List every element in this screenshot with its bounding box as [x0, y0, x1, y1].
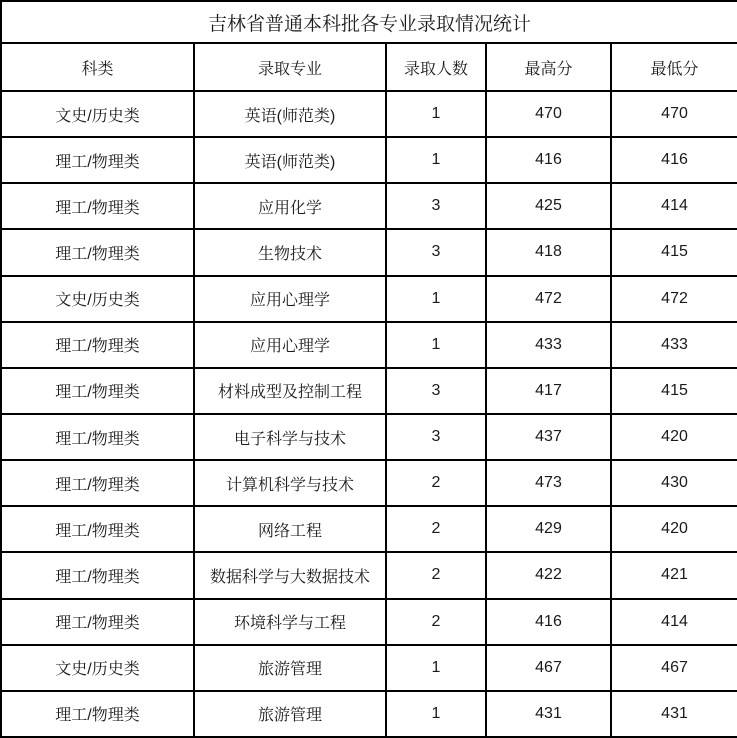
table-row	[1, 91, 737, 137]
cell-admit-count: 2	[386, 552, 486, 598]
cell-major: 网络工程	[194, 506, 386, 552]
cell-subject-type: 理工/物理类	[1, 599, 194, 645]
header-subject-type: 科类	[1, 43, 194, 91]
cell-min-score: 421	[611, 552, 737, 598]
cell-max-score: 467	[486, 645, 611, 691]
cell-min-score: 472	[611, 276, 737, 322]
table-row	[1, 183, 737, 229]
table-title: 吉林省普通本科批各专业录取情况统计	[1, 1, 737, 43]
table-header-row	[1, 43, 737, 91]
table-row	[1, 322, 737, 368]
table-row	[1, 552, 737, 598]
cell-major: 旅游管理	[194, 691, 386, 737]
table-row	[1, 137, 737, 183]
cell-major: 应用心理学	[194, 276, 386, 322]
cell-max-score: 418	[486, 229, 611, 275]
cell-admit-count: 1	[386, 276, 486, 322]
table-row	[1, 460, 737, 506]
cell-max-score: 473	[486, 460, 611, 506]
cell-subject-type: 理工/物理类	[1, 322, 194, 368]
cell-subject-type: 理工/物理类	[1, 414, 194, 460]
cell-subject-type: 文史/历史类	[1, 276, 194, 322]
cell-subject-type: 文史/历史类	[1, 645, 194, 691]
cell-max-score: 472	[486, 276, 611, 322]
cell-max-score: 417	[486, 368, 611, 414]
table-row	[1, 599, 737, 645]
cell-major: 应用心理学	[194, 322, 386, 368]
cell-subject-type: 理工/物理类	[1, 506, 194, 552]
cell-min-score: 420	[611, 506, 737, 552]
cell-subject-type: 理工/物理类	[1, 460, 194, 506]
cell-subject-type: 理工/物理类	[1, 229, 194, 275]
cell-min-score: 433	[611, 322, 737, 368]
cell-admit-count: 3	[386, 229, 486, 275]
cell-admit-count: 1	[386, 691, 486, 737]
table-row	[1, 368, 737, 414]
cell-min-score: 470	[611, 91, 737, 137]
cell-min-score: 430	[611, 460, 737, 506]
cell-min-score: 415	[611, 368, 737, 414]
cell-min-score: 420	[611, 414, 737, 460]
cell-admit-count: 2	[386, 599, 486, 645]
cell-major: 材料成型及控制工程	[194, 368, 386, 414]
table-title-row	[1, 1, 737, 43]
cell-major: 电子科学与技术	[194, 414, 386, 460]
cell-admit-count: 2	[386, 506, 486, 552]
cell-min-score: 416	[611, 137, 737, 183]
cell-major: 英语(师范类)	[194, 137, 386, 183]
table-row	[1, 414, 737, 460]
cell-subject-type: 理工/物理类	[1, 368, 194, 414]
table-row	[1, 645, 737, 691]
cell-max-score: 431	[486, 691, 611, 737]
table-row	[1, 229, 737, 275]
cell-min-score: 431	[611, 691, 737, 737]
cell-admit-count: 1	[386, 137, 486, 183]
cell-admit-count: 1	[386, 645, 486, 691]
cell-admit-count: 1	[386, 91, 486, 137]
header-major: 录取专业	[194, 43, 386, 91]
cell-max-score: 429	[486, 506, 611, 552]
cell-subject-type: 理工/物理类	[1, 691, 194, 737]
cell-max-score: 433	[486, 322, 611, 368]
cell-major: 数据科学与大数据技术	[194, 552, 386, 598]
table-row	[1, 276, 737, 322]
cell-subject-type: 理工/物理类	[1, 137, 194, 183]
cell-max-score: 416	[486, 137, 611, 183]
table-row	[1, 691, 737, 737]
cell-admit-count: 2	[386, 460, 486, 506]
cell-admit-count: 3	[386, 368, 486, 414]
cell-major: 生物技术	[194, 229, 386, 275]
header-max-score: 最高分	[486, 43, 611, 91]
table-row	[1, 506, 737, 552]
header-min-score: 最低分	[611, 43, 737, 91]
cell-min-score: 415	[611, 229, 737, 275]
cell-min-score: 414	[611, 599, 737, 645]
cell-major: 应用化学	[194, 183, 386, 229]
cell-max-score: 416	[486, 599, 611, 645]
header-admit-count: 录取人数	[386, 43, 486, 91]
cell-subject-type: 理工/物理类	[1, 183, 194, 229]
cell-admit-count: 1	[386, 322, 486, 368]
cell-major: 计算机科学与技术	[194, 460, 386, 506]
cell-admit-count: 3	[386, 414, 486, 460]
table-body	[1, 91, 737, 737]
cell-major: 旅游管理	[194, 645, 386, 691]
cell-major: 环境科学与工程	[194, 599, 386, 645]
cell-max-score: 437	[486, 414, 611, 460]
cell-max-score: 470	[486, 91, 611, 137]
cell-admit-count: 3	[386, 183, 486, 229]
cell-min-score: 467	[611, 645, 737, 691]
cell-subject-type: 文史/历史类	[1, 91, 194, 137]
cell-major: 英语(师范类)	[194, 91, 386, 137]
cell-subject-type: 理工/物理类	[1, 552, 194, 598]
cell-min-score: 414	[611, 183, 737, 229]
cell-max-score: 422	[486, 552, 611, 598]
cell-max-score: 425	[486, 183, 611, 229]
